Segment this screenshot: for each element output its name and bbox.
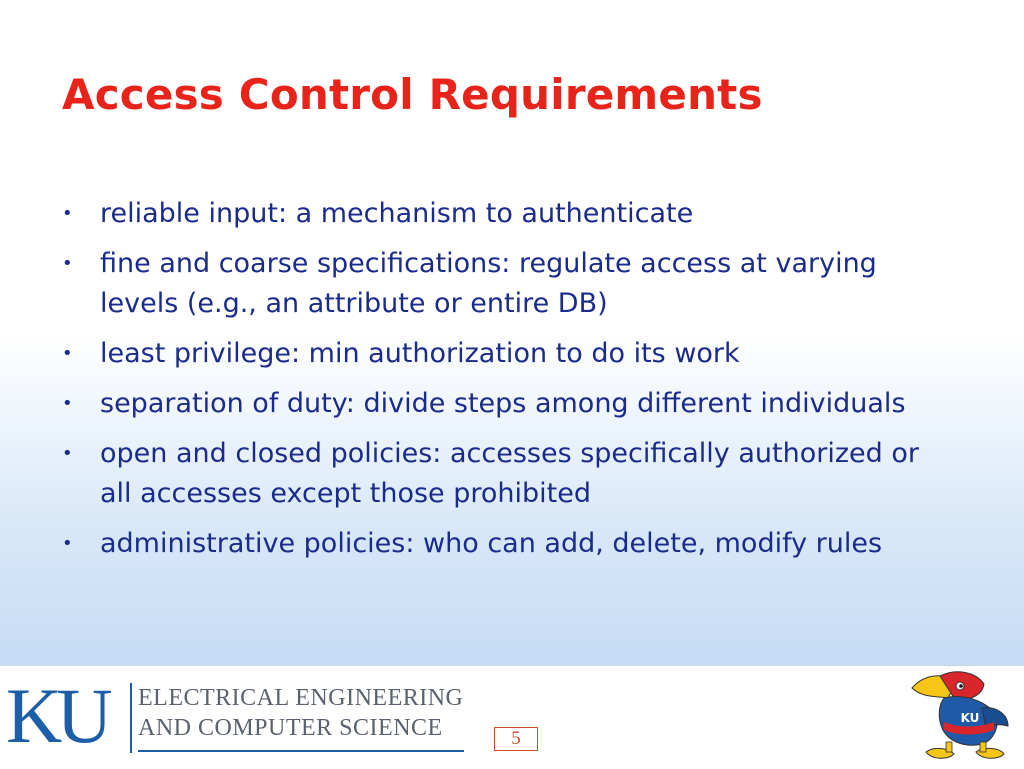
mascot-label: KU [960,711,980,725]
bullet-dot-icon: • [62,253,73,274]
department-line-1: ELECTRICAL ENGINEERING [138,685,464,711]
bullet-dot-icon: • [62,393,73,414]
slide-title: Access Control Requirements [62,70,763,119]
logo-divider [130,683,132,753]
department-name [138,683,463,743]
bullet-item [62,244,942,324]
bullet-text: administrative policies: who can add, delete, modify rules [100,528,883,559]
bullet-text: separation of duty: divide steps among different individuals [100,388,906,419]
bullet-text: open and closed policies: accesses specifically authorized or all accesses except those prohibited [100,438,919,509]
bullet-text: fine and coarse specifications: regulate access at varying levels (e.g., an attribute or entire DB) [100,248,877,319]
jayhawk-mascot-icon [904,668,1012,764]
department-line-2: AND COMPUTER SCIENCE [138,715,443,741]
bullet-text: least privilege: min authorization to do its work [100,338,740,369]
bullet-dot-icon: • [62,443,73,464]
bullet-list [62,194,942,574]
bullet-item [62,334,942,374]
bullet-item [62,384,942,424]
department-underline [138,750,464,752]
bullet-item [62,524,942,564]
bullet-dot-icon: • [62,343,73,364]
page-number: 5 [494,727,538,751]
bullet-item [62,434,942,514]
bullet-dot-icon: • [62,533,73,554]
bullet-text: reliable input: a mechanism to authenticate [100,198,694,229]
ku-logo: KU [6,672,107,759]
bullet-dot-icon: • [62,203,73,224]
bullet-item [62,194,942,234]
